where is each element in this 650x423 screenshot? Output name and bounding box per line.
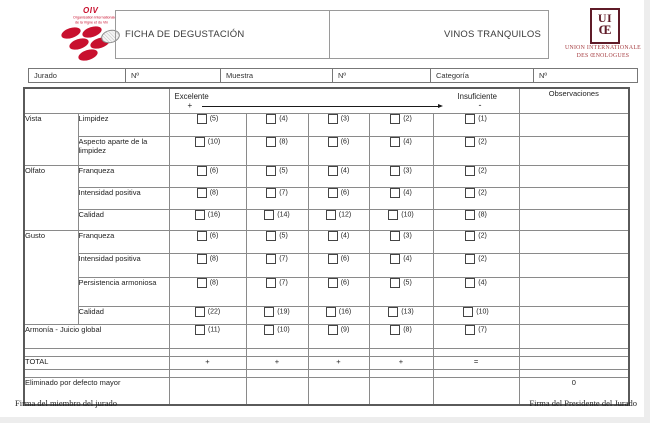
criterion-label: Aspecto aparte de la limpidez <box>78 137 169 166</box>
score-value: (8) <box>279 138 288 146</box>
score-cell <box>433 188 519 210</box>
score-cell <box>246 188 308 210</box>
score-value: (16) <box>338 308 352 316</box>
checkbox[interactable] <box>266 231 276 241</box>
excellent-label: Excelente <box>174 92 209 101</box>
scale-header-row <box>24 88 629 114</box>
score-cell <box>433 166 519 188</box>
page-edge-right <box>644 0 650 423</box>
score-cell <box>169 254 246 278</box>
checkbox[interactable] <box>465 166 475 176</box>
checkbox[interactable] <box>197 254 207 264</box>
score-value: (10) <box>476 308 489 316</box>
checkbox[interactable] <box>266 114 276 124</box>
score-value: (2) <box>478 167 487 175</box>
observations-cell <box>519 210 629 231</box>
tasting-table <box>23 87 630 406</box>
checkbox[interactable] <box>195 210 205 220</box>
score-cell <box>308 231 369 254</box>
score-cell <box>369 137 433 166</box>
score-cell <box>246 210 308 231</box>
checkbox[interactable] <box>266 137 276 147</box>
score-cell <box>433 231 519 254</box>
checkbox[interactable] <box>390 278 400 288</box>
score-cell <box>246 278 308 307</box>
checkbox[interactable] <box>328 166 338 176</box>
table-row <box>24 254 629 278</box>
score-value: (4) <box>403 189 412 197</box>
observations-cell <box>519 254 629 278</box>
scale-arrow-icon <box>202 106 438 107</box>
score-value: (4) <box>403 138 412 146</box>
score-cell <box>169 325 246 349</box>
checkbox[interactable] <box>465 231 475 241</box>
score-value: (6) <box>209 167 219 175</box>
checkbox[interactable] <box>328 231 338 241</box>
checkbox[interactable] <box>195 325 205 335</box>
criterion-label: Intensidad positiva <box>78 254 169 278</box>
oiv-org-line2: de la Vigne et du Vin <box>75 20 109 25</box>
score-cell <box>169 278 246 307</box>
score-cell <box>169 137 246 166</box>
uioe-monogram-icon: UI Œ <box>590 8 620 44</box>
observations-cell <box>519 166 629 188</box>
score-value: (7) <box>478 326 487 334</box>
score-value: (2) <box>478 232 487 240</box>
score-value: (8) <box>209 189 219 197</box>
table-row <box>24 166 629 188</box>
score-value: (6) <box>209 232 219 240</box>
score-value: (6) <box>340 138 350 146</box>
score-cell <box>246 307 308 325</box>
harmony-label: Armonía - Juicio global <box>24 325 169 349</box>
score-value: (7) <box>279 279 288 287</box>
checkbox[interactable] <box>390 166 400 176</box>
observations-cell <box>519 114 629 137</box>
checkbox[interactable] <box>328 188 338 198</box>
score-cell <box>169 210 246 231</box>
score-value: (4) <box>403 255 412 263</box>
score-value: (22) <box>207 308 221 316</box>
eliminated-cell <box>433 378 519 406</box>
checkbox[interactable] <box>328 325 338 335</box>
observations-cell <box>519 278 629 307</box>
checkbox[interactable] <box>465 210 475 220</box>
score-cell <box>246 166 308 188</box>
checkbox[interactable] <box>390 137 400 147</box>
total-row <box>24 357 629 370</box>
score-cell <box>308 278 369 307</box>
checkbox[interactable] <box>328 114 338 124</box>
checkbox[interactable] <box>465 254 475 264</box>
score-value: (6) <box>340 189 350 197</box>
observations-cell <box>519 137 629 166</box>
checkbox[interactable] <box>328 137 338 147</box>
score-value: (4) <box>279 115 288 123</box>
score-cell <box>369 210 433 231</box>
score-cell <box>169 231 246 254</box>
jury-field-muestra: Muestra <box>221 69 333 82</box>
spacer-row <box>24 349 629 357</box>
checkbox[interactable] <box>328 278 338 288</box>
observations-cell <box>519 325 629 349</box>
score-value: (4) <box>340 232 350 240</box>
score-cell <box>369 307 433 325</box>
checkbox[interactable] <box>195 307 205 317</box>
score-value: (12) <box>338 211 352 219</box>
score-value: (2) <box>478 138 487 146</box>
checkbox[interactable] <box>390 188 400 198</box>
score-cell <box>308 137 369 166</box>
observations-cell <box>519 357 629 370</box>
jury-bar <box>28 68 638 83</box>
total-operator: + <box>369 357 433 370</box>
checkbox[interactable] <box>390 231 400 241</box>
criterion-label: Persistencia armoniosa <box>78 278 169 307</box>
jury-field-muestra-num: Nº <box>333 69 431 82</box>
jury-field-categoria-num: Nº <box>539 71 548 80</box>
score-cell <box>369 254 433 278</box>
score-value: (10) <box>277 326 290 334</box>
checkbox[interactable] <box>266 254 276 264</box>
criterion-label: Intensidad positiva <box>78 188 169 210</box>
score-cell <box>246 137 308 166</box>
score-value: (5) <box>209 115 219 123</box>
score-cell <box>433 210 519 231</box>
score-cell <box>433 254 519 278</box>
checkbox[interactable] <box>465 114 475 124</box>
observations-header: Observaciones <box>519 88 629 114</box>
uioe-logo <box>558 7 648 65</box>
oiv-grapes-icon <box>35 4 127 64</box>
score-value: (8) <box>478 211 487 219</box>
table-row <box>24 307 629 325</box>
score-value: (3) <box>403 167 412 175</box>
total-operator: + <box>308 357 369 370</box>
score-cell <box>369 188 433 210</box>
section-label-olfato: Olfato <box>24 166 78 231</box>
checkbox[interactable] <box>465 188 475 198</box>
score-value: (13) <box>401 308 414 316</box>
score-cell <box>308 254 369 278</box>
score-cell <box>169 188 246 210</box>
checkbox[interactable] <box>264 210 274 220</box>
table-row <box>24 188 629 210</box>
score-cell <box>246 231 308 254</box>
jury-field-jurado-num: Nº <box>126 69 221 82</box>
eliminated-cell <box>246 378 308 406</box>
score-cell <box>369 166 433 188</box>
score-value: (10) <box>401 211 414 219</box>
score-cell <box>369 278 433 307</box>
spacer-row <box>24 370 629 378</box>
oiv-logo <box>35 4 127 64</box>
score-value: (5) <box>279 167 288 175</box>
wine-category-title: VINOS TRANQUILOS <box>444 29 541 40</box>
title-boxes <box>115 10 549 59</box>
oiv-org-line1: Organisation Internationale <box>73 15 117 20</box>
score-cell <box>169 166 246 188</box>
table-row <box>24 278 629 307</box>
score-value: (9) <box>340 326 350 334</box>
score-cell <box>246 114 308 137</box>
score-value: (6) <box>340 279 350 287</box>
minus-label: - <box>478 100 482 110</box>
harmony-row <box>24 325 629 349</box>
section-label-vista: Vista <box>24 114 78 166</box>
form-title: FICHA DE DEGUSTACIÓN <box>116 11 330 58</box>
score-cell <box>433 325 519 349</box>
scale-header-empty <box>24 88 169 114</box>
score-cell <box>308 325 369 349</box>
total-operator: = <box>433 357 519 370</box>
checkbox[interactable] <box>197 188 207 198</box>
checkbox[interactable] <box>388 307 398 317</box>
score-value: (7) <box>279 255 288 263</box>
table-row <box>24 210 629 231</box>
observations-cell <box>519 307 629 325</box>
score-value: (6) <box>340 255 350 263</box>
score-cell <box>369 114 433 137</box>
plus-label: + <box>187 101 193 110</box>
checkbox[interactable] <box>388 210 398 220</box>
score-value: (14) <box>277 211 290 219</box>
score-cell <box>246 254 308 278</box>
eliminated-cell <box>308 378 369 406</box>
score-cell <box>308 166 369 188</box>
score-value: (16) <box>207 211 221 219</box>
score-value: (2) <box>403 115 412 123</box>
criterion-label: Limpidez <box>78 114 169 137</box>
total-operator: + <box>246 357 308 370</box>
checkbox[interactable] <box>465 325 475 335</box>
score-value: (4) <box>478 279 487 287</box>
score-cell <box>369 325 433 349</box>
score-value: (4) <box>340 167 350 175</box>
observations-cell <box>519 231 629 254</box>
table-row <box>24 231 629 254</box>
criterion-label: Calidad <box>78 307 169 325</box>
uioe-caption: UNION INTERNATIONALE DES ŒNOLOGUES <box>564 45 642 59</box>
checkbox[interactable] <box>266 166 276 176</box>
checkbox[interactable] <box>264 325 274 335</box>
checkbox[interactable] <box>390 325 400 335</box>
score-value: (5) <box>403 279 412 287</box>
checkbox[interactable] <box>390 114 400 124</box>
checkbox[interactable] <box>463 307 473 317</box>
criterion-label: Franqueza <box>78 166 169 188</box>
checkbox[interactable] <box>197 231 207 241</box>
checkbox[interactable] <box>465 278 475 288</box>
checkbox[interactable] <box>197 166 207 176</box>
criterion-label: Franqueza <box>78 231 169 254</box>
checkbox[interactable] <box>266 188 276 198</box>
score-cell <box>308 188 369 210</box>
score-value: (8) <box>403 326 412 334</box>
table-row <box>24 137 629 166</box>
section-label-gusto: Gusto <box>24 231 78 325</box>
checkbox[interactable] <box>326 307 336 317</box>
total-label: TOTAL <box>24 357 169 370</box>
score-cell <box>433 137 519 166</box>
score-cell <box>369 231 433 254</box>
table-row <box>24 114 629 137</box>
score-cell <box>433 307 519 325</box>
score-cell <box>308 210 369 231</box>
checkbox[interactable] <box>197 278 207 288</box>
eliminated-observation-value: 0 <box>519 378 629 406</box>
score-cell <box>308 307 369 325</box>
signature-president-label: Firma del Presidente del Jurado <box>529 398 637 408</box>
criterion-label: Calidad <box>78 210 169 231</box>
score-cell <box>169 114 246 137</box>
score-value: (19) <box>277 308 290 316</box>
signature-member-label: Firma del miembro del jurado <box>15 398 117 408</box>
eliminated-cell <box>169 378 246 406</box>
checkbox[interactable] <box>266 278 276 288</box>
score-cell <box>246 325 308 349</box>
jury-field-categoria: Categoría <box>431 69 534 82</box>
eliminated-label: Eliminado por defecto mayor <box>24 378 169 406</box>
score-cell <box>433 278 519 307</box>
score-value: (3) <box>403 232 412 240</box>
insufficient-label: Insuficiente <box>457 92 497 101</box>
score-cell <box>169 307 246 325</box>
checkbox[interactable] <box>328 254 338 264</box>
scale-header <box>169 88 519 114</box>
score-cell <box>308 114 369 137</box>
checkbox[interactable] <box>390 254 400 264</box>
page-edge-bottom <box>0 417 650 423</box>
checkbox[interactable] <box>264 307 274 317</box>
score-value: (8) <box>209 279 219 287</box>
score-value: (2) <box>478 255 487 263</box>
score-cell <box>433 114 519 137</box>
score-value: (5) <box>279 232 288 240</box>
score-value: (8) <box>209 255 219 263</box>
score-value: (1) <box>478 115 487 123</box>
oiv-abbr: OIV <box>83 6 99 15</box>
jury-field-jurado: Jurado <box>29 69 126 82</box>
total-operator: + <box>169 357 246 370</box>
eliminated-cell <box>369 378 433 406</box>
checkbox[interactable] <box>465 137 475 147</box>
checkbox[interactable] <box>326 210 336 220</box>
score-value: (3) <box>340 115 350 123</box>
checkbox[interactable] <box>197 114 207 124</box>
observations-cell <box>519 188 629 210</box>
score-value: (10) <box>207 138 221 146</box>
score-value: (7) <box>279 189 288 197</box>
checkbox[interactable] <box>195 137 205 147</box>
score-value: (2) <box>478 189 487 197</box>
score-value: (11) <box>208 326 220 334</box>
